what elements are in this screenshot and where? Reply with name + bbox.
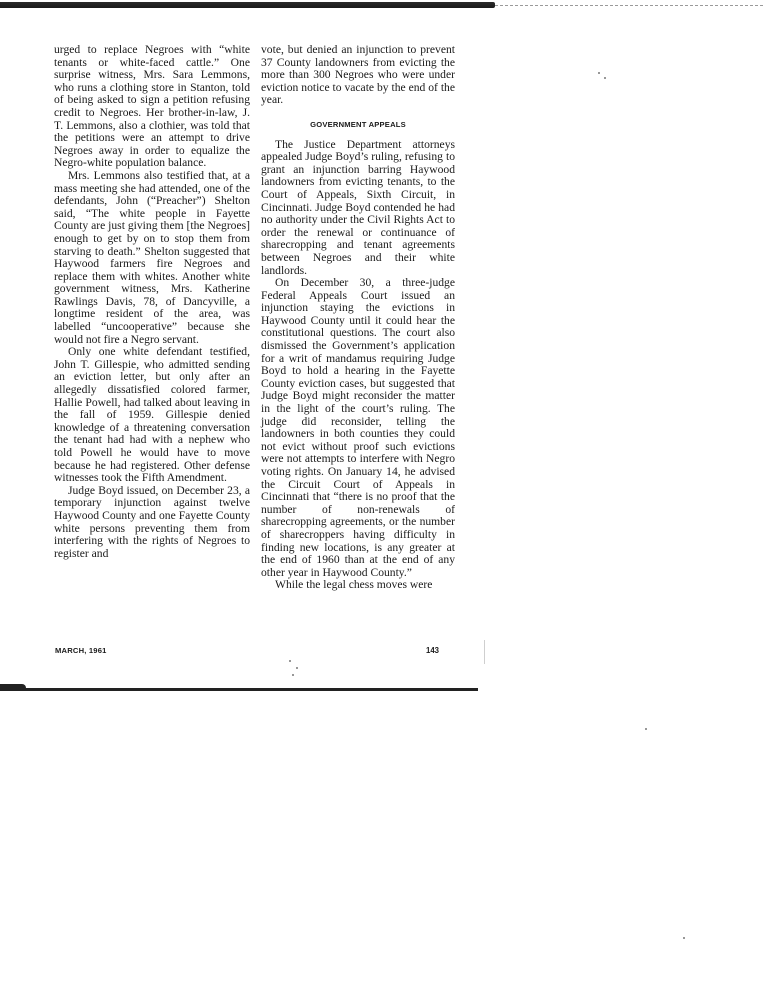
scan-speck	[598, 72, 600, 74]
scan-speck	[683, 937, 685, 939]
scan-speck	[604, 77, 606, 79]
paragraph: Judge Boyd issued, on December 23, a temporary injunction against twelve Haywood County and one Fayette County white persons preventing them from interfering with the rights of Negroes to register and	[54, 483, 250, 560]
paragraph: urged to replace Negroes with “white tenants or white-faced cattle.” One surprise witness, Mrs. Sara Lemmons, who runs a clothing store in Stanton, told of being asked to sign a petition refusing credit to Negroes. Her brother-in-law, J. T. Lemmons, also a clothier, was told that the petitions were an attempt to drive Negroes away in order to equalize the Negro-white population balance.	[54, 43, 250, 170]
paragraph: Only one white defendant testified, John T. Gillespie, who admitted sending an eviction letter, but only after an allegedly dissatisfied colored farmer, Hallie Powell, had talked about leaving in the fall of 1959. Gillespie denied knowledge of a threatening conversation the tenant had had with a nephew who told Powell he would have to move because he had registered. Other defense witnesses took the Fifth Amendment.	[54, 345, 250, 485]
scan-top-rule	[0, 2, 495, 8]
scan-speck	[292, 674, 294, 676]
paragraph: On December 30, a three-judge Federal Appeals Court issued an injunction staying the evictions in Haywood County until it could hear the constitutional questions. The court also dismissed the Government’s application for a writ of mandamus requiring Judge Boyd to hold a hearing in the Fayette County eviction cases, but suggested that Judge Boyd might reconsider the matter in the light of the court’s ruling. The judge did reconsider, telling the landowners in both counties they could not evict without proof such evictions were not attempts to interfere with Negro voting rights. On January 14, he advised the Circuit Court of Appeals in Cincinnati that “there is no proof that the number of non-renewals of sharecropping agreements, or the number of sharecroppers having difficulty in finding new locations, is any greater at the end of 1960 than at the end of any other year in Haywood County.”	[261, 276, 455, 579]
footer-date: MARCH, 1961	[55, 646, 107, 655]
paragraph: vote, but denied an injunction to prevent 37 County landowners from evicting the more than 300 Negroes who were under eviction notice to vacate by the end of the year.	[261, 43, 455, 107]
scan-speck	[289, 660, 291, 662]
scan-speck	[296, 667, 298, 669]
paragraph: While the legal chess moves were	[275, 578, 433, 592]
section-heading: GOVERNMENT APPEALS	[310, 119, 406, 129]
scan-artifact-line	[484, 640, 485, 664]
left-column	[54, 44, 250, 560]
page-number: 143	[426, 646, 440, 655]
paragraph: The Justice Department attorneys appealed Judge Boyd’s ruling, refusing to grant an injunction barring Haywood landowners from evicting tenants, to the Court of Appeals, Sixth Circuit, in Cincinnati. Judge Boyd contended he had no authority under the Civil Rights Act to order the renewal or continuance of sharecropping and tenant agreements between Negroes and their white landlords.	[261, 137, 455, 277]
scan-bottom-rule	[0, 688, 478, 691]
paragraph: Mrs. Lemmons also testified that, at a mass meeting she had attended, one of the defendants, John (“Preacher”) Shelton said, “The white people in Fayette County are just giving them [the Negroes] enough to get by on to stop them from starving to death.” Shelton suggested that Haywood farmers fire Negroes and replace them with whites. Another white government witness, Mrs. Katherine Rawlings Davis, 78, of Dancyville, a longtime resident of the area, was labelled “uncooperative” because she would not fire a Negro servant.	[54, 168, 250, 346]
scan-speck	[645, 728, 647, 730]
right-column	[261, 44, 455, 592]
